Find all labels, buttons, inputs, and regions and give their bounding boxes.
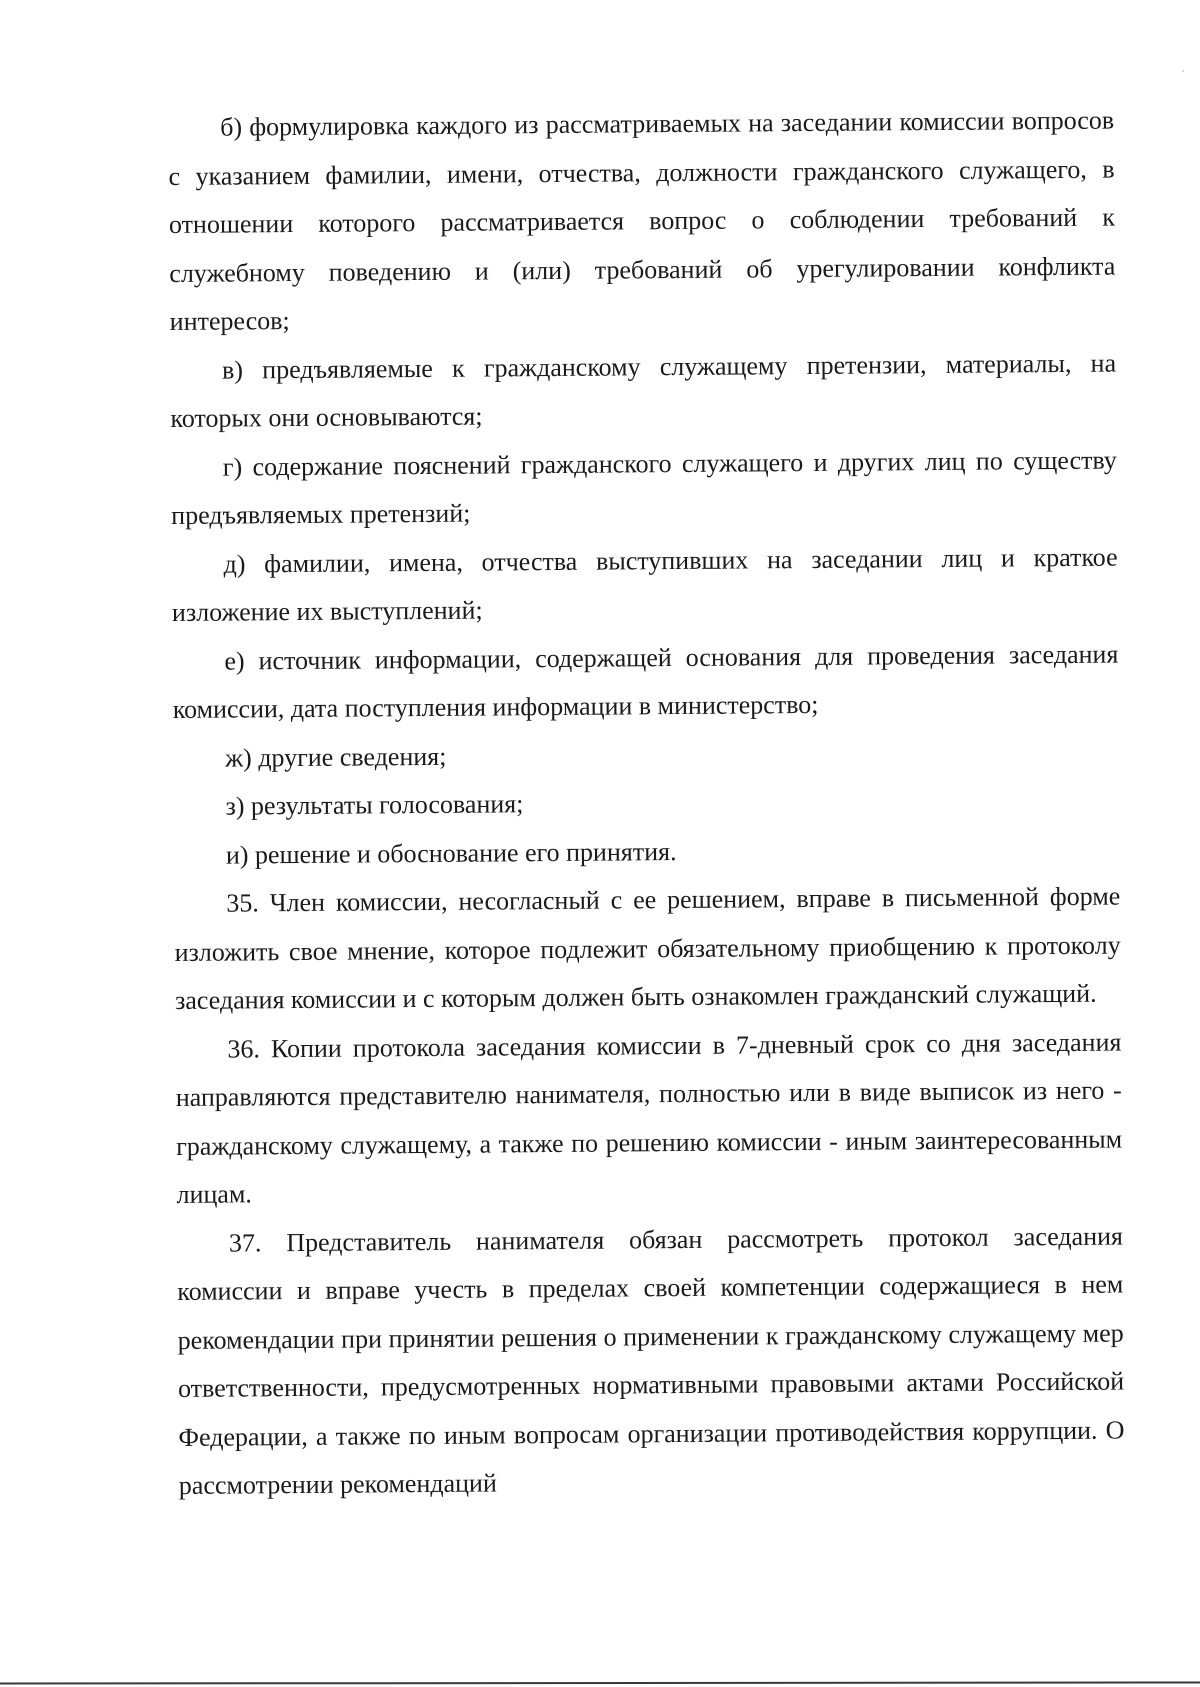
paragraph-g: г) содержание пояснений гражданского служащего и других лиц по существу предъявляемых претензий;: [171, 445, 1117, 530]
paragraph-v: в) предъявляемые к гражданскому служащему претензии, материалы, на которых они основываются;: [170, 348, 1117, 433]
clause-36: 36. Копии протокола заседания комиссии в 7-дневный срок со дня заседания направляются представителю нанимателя, полностью или в виде выписок из него - гражданскому служащему, а также по решению комиссии - иным заинтересованным лицам.: [175, 1027, 1123, 1209]
clause-35: 35. Член комиссии, несогласный с ее решением, вправе в письменной форме изложить свое мнение, которое подлежит обязательному приобщению к протоколу заседания комиссии и с которым должен быть ознакомлен гражданский служащий.: [174, 881, 1121, 1015]
paragraph-d: д) фамилии, имена, отчества выступивших на заседании лиц и краткое изложение их выступлений;: [171, 542, 1118, 627]
scan-speck: [1182, 70, 1184, 72]
document-body: [168, 97, 1125, 1511]
paragraph-b: б) формулировка каждого из рассматриваемых на заседании комиссии вопросов с указанием фамилии, имени, отчества, должности гражданского служащего, в отношении которого рассматривается вопрос о соблюдении требований к служебному поведению и (или) требований об урегулировании конфликта интересов;: [168, 105, 1116, 336]
paragraph-z: з) результаты голосования;: [225, 789, 524, 821]
clause-37: 37. Представитель нанимателя обязан рассмотреть протокол заседания комиссии и вправе учесть в пределах своей компетенции содержащиеся в нем рекомендации при принятии решения о применении к гражданскому служащему мер ответственности, предусмотренных нормативными правовыми актами Российской Федерации, а также по иным вопросам организации противодействия коррупции. О рассмотрении рекомендаций: [177, 1221, 1125, 1500]
paragraph-zh: ж) другие сведения;: [225, 741, 447, 773]
paragraph-e: е) источник информации, содержащей основания для проведения заседания комиссии, дата поступления информации в министерство;: [172, 639, 1119, 724]
page-bottom-edge: [0, 1681, 1200, 1684]
paragraph-i: и) решение и обоснование его принятия.: [225, 836, 677, 870]
